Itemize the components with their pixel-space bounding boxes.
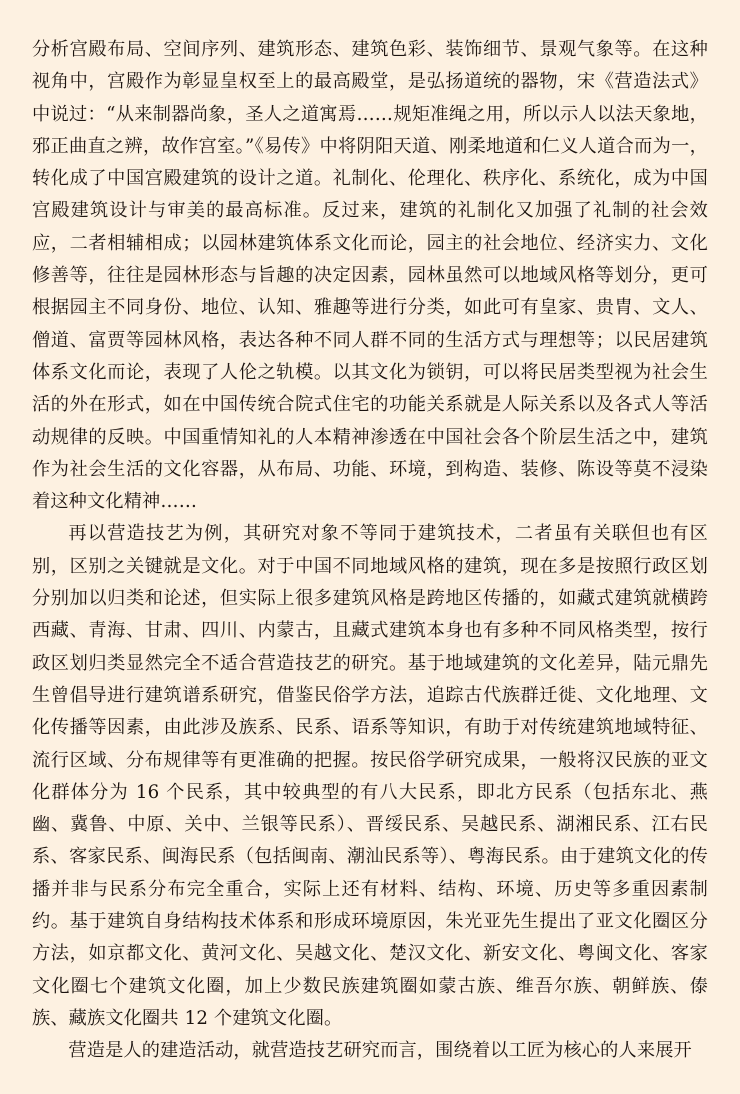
paragraph-craft-techniques: 再以营造技艺为例，其研究对象不等同于建筑技术，二者虽有关联但也有区别，区别之关键就是文化。对于中国不同地域风格的建筑，现在多是按照行政区划分别加以归类和论述，但实际上很多建筑风格是跨地区传播的，如藏式建筑就横跨西藏、青海、甘肃、四川、内蒙古，且藏式建筑本身也有多种不同风格类型，按行政区划归类显然完全不适合营造技艺的研究。基于地域建筑的文化差异，陆元鼎先生曾倡导进行建筑谱系研究，借鉴民俗学方法，追踪古代族群迁徙、文化地理、文化传播等因素，由此涉及族系、民系、语系等知识，有助于对传统建筑地域特征、流行区域、分布规律等有更准确的把握。按民俗学研究成果，一般将汉民族的亚文化群体分为 16 个民系，其中较典型的有八大民系，即北方民系（包括东北、燕幽、冀鲁、中原、关中、兰银等民系）、晋绥民系、吴越民系、湖湘民系、江右民系、客家民系、闽海民系（包括闽南、潮汕民系等）、粤海民系。由于建筑文化的传播并非与民系分布完全重合，实际上还有材料、结构、环境、历史等多重因素制约。基于建筑自身结构技术体系和形成环境原因，朱光亚先生提出了亚文化圈区分方法，如京都文化、黄河文化、吴越文化、楚汉文化、新安文化、粤闽文化、客家文化圈七个建筑文化圈，加上少数民族建筑圈如蒙古族、维吾尔族、朝鲜族、傣族、藏族文化圈共 12 个建筑文化圈。 [32,523,708,1029]
paragraph-construction-activity: 营造是人的建造活动，就营造技艺研究而言，围绕着以工匠为核心的人来展开 [68,1040,692,1062]
paragraph-palace-analysis: 分析宫殿布局、空间序列、建筑形态、建筑色彩、装饰细节、景观气象等。在这种视角中，宫殿作为彰显皇权至上的最高殿堂，是弘扬道统的器物，宋《营造法式》中说过：“从来制器尚象，圣人之道寓焉……规矩准绳之用，所以示人以法天象地，邪正曲直之辨，故作宫室。”《易传》中将阴阳天道、刚柔地道和仁义人道合而为一，转化成了中国宫殿建筑的设计之道。礼制化、伦理化、秩序化、系统化，成为中国宫殿建筑设计与审美的最高标准。反过来，建筑的礼制化又加强了礼制的社会效应，二者相辅相成；以园林建筑体系文化而论，园主的社会地位、经济实力、文化修善等，往往是园林形态与旨趣的决定因素，园林虽然可以地域风格等划分，更可根据园主不同身份、地位、认知、雅趣等进行分类，如此可有皇家、贵胄、文人、僧道、富贾等园林风格，表达各种不同人群不同的生活方式与理想等；以民居建筑体系文化而论，表现了人伦之轨模。以其文化为锁钥，可以将民居类型视为社会生活的外在形式，如在中国传统合院式住宅的功能关系就是人际关系以及各式人等活动规律的反映。中国重情知礼的人本精神渗透在中国社会各个阶层生活之中，建筑作为社会生活的文化容器，从布局、功能、环境，到构造、装修、陈设等莫不浸染着这种文化精神…… [32,39,708,513]
